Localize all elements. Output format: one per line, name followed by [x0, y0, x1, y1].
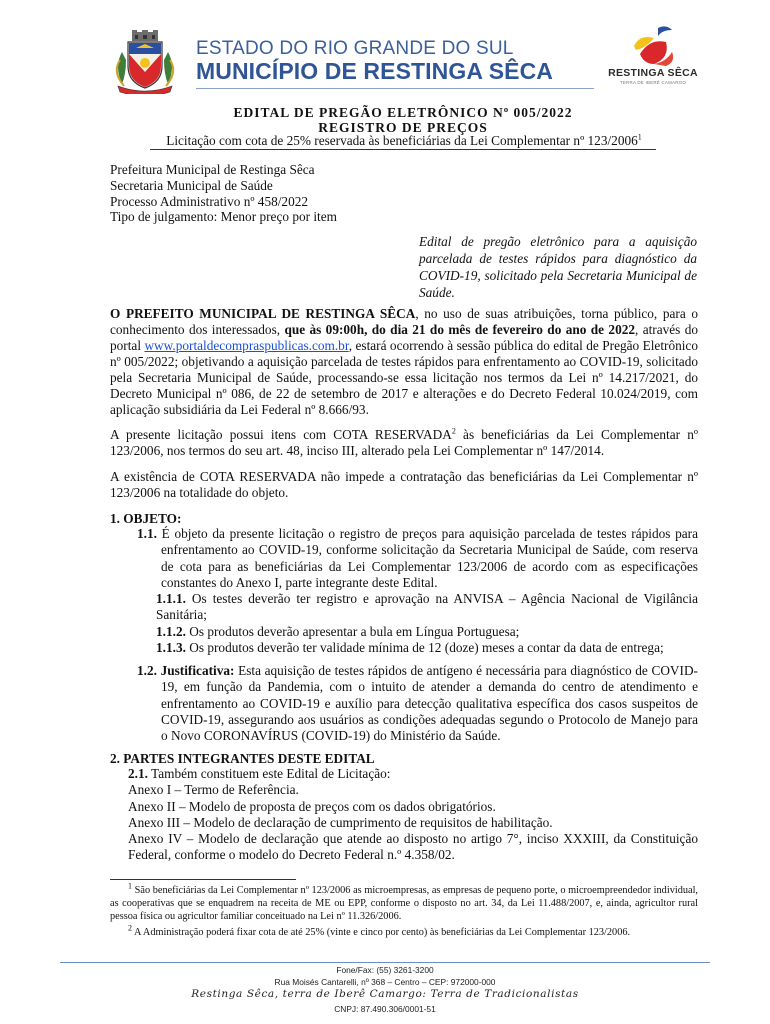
- item-1-1: 1.1. É objeto da presente licitação o registro de preços para aquisição parcelada de testes rápidos para enfrentamento ao COVID-19, conforme solicitação da Secretaria Municipal de Saúde, com reserva de cota para as beneficiárias da Lei Complementar 123/2006 de acordo com as especificações constantes do Anexo I, parte integrante deste Edital. 1.1.1. Os testes deverão ter registro e aprovação na ANVISA – Agência Nacional de Vigilância Sanitária; 1.1.2. Os produtos deverão apresentar a bula em Língua Portuguesa; 1.1.3. Os produtos deverão ter validade mínima de 12 (doze) meses a contar da data de entrega;: [137, 526, 698, 656]
- footnote-1: $^1$ São beneficiárias da Lei Complementar nº 123/2006 as microempresas, as empresas de pequeno porte, o microempreendedor individual, as cooperativas que se enquadrem na receita de ME ou EPP, conforme o disposto no art. 34, da Lei 11.488/2007, e, ainda, agricultor rural pessoa física ou agricultor familiar conceituado na Lei nº 11.326/2006.: [110, 881, 698, 922]
- municipal-crest: [112, 30, 178, 94]
- info-processo: Processo Administrativo nº 458/2022: [110, 194, 309, 209]
- cota-paragraph: A presente licitação possui itens com COTA RESERVADA$^2$ às beneficiárias da Lei Complementar nº 123/2006, nos termos do seu art. 48, inciso III, alterado pela Lei Complementar nº 147/2014.: [110, 426, 698, 458]
- edital-title: EDITAL DE PREGÃO ELETRÔNICO Nº 005/2022: [233, 105, 573, 120]
- section-2-heading: 2. PARTES INTEGRANTES DESTE EDITAL: [110, 751, 375, 766]
- edital-summary: Edital de pregão eletrônico para a aquisição parcelada de testes rápidos para diagnóstico da COVID-19, solicitado pela Secretaria Municipal de Saúde.: [419, 234, 697, 300]
- title-divider: [150, 149, 656, 150]
- footer-divider: [60, 962, 710, 963]
- info-secretaria: Secretaria Municipal de Saúde: [110, 178, 273, 193]
- logo-name: RESTINGA SÊCA: [608, 67, 698, 79]
- logo-tagline: TERRA DE IBERÊ CAMARGO: [619, 80, 687, 85]
- section-1-heading: 1. OBJETO:: [110, 511, 182, 526]
- header-divider: [196, 88, 594, 89]
- intro-paragraph: O PREFEITO MUNICIPAL DE RESTINGA SÊCA, no uso de suas atribuições, torna público, para o conhecimento dos interessados, que às 09:00h, do dia 21 do mês de fevereiro do ano de 2022, através do portal www.portaldecompraspublicas.com.br, estará ocorrendo à sessão pública do edital de Pregão Eletrônico nº 005/2022; objetivando a aquisição parcelada de testes rápidos para enfrentamento ao COVID-19, solicitado pela Secretaria Municipal de Saúde, processando-se essa licitação nos termos da Lei nº 14.217/2021, do Decreto Municipal nº 086, de 22 de setembro de 2017 e alterações e do Decreto Federal 10.024/2019, com aplicação subsidiária da Lei Federal nº 8.666/93.: [110, 306, 699, 417]
- footer-cnpj: CNPJ: 87.490.306/0001-51: [334, 1004, 436, 1014]
- footnote-ref-1: 1: [637, 132, 642, 142]
- state-name: ESTADO DO RIO GRANDE DO SUL: [196, 38, 514, 59]
- item-1-2: 1.2. Justificativa: Esta aquisição de testes rápidos de antígeno é necessária para diagnóstico de COVID-19, em função da Pandemia, com o intuito de atender a demanda do centro de atendimento e enfrentamento ao COVID-19 e auxílio para detecção qualitativa específica dos casos suspeitos de COVID-19, assegurando aos usuários as condições adequadas segundo o Protocolo de Manejo para o Novo CORONAVÍRUS (COVID-19) do Ministério da Saúde.: [137, 663, 698, 744]
- anexo-3: Anexo III – Modelo de declaração de cumprimento de requisitos de habilitação.: [128, 814, 553, 830]
- footer-motto: Restinga Sêca, terra de Iberê Camargo: Terra de Tradicionalistas: [191, 988, 579, 1000]
- portal-link[interactable]: www.portaldecompraspublicas.com.br: [144, 338, 349, 353]
- info-julgamento: Tipo de julgamento: Menor preço por item: [110, 209, 337, 224]
- footnote-divider: [110, 879, 296, 880]
- registro-title: REGISTRO DE PREÇOS: [318, 120, 488, 135]
- anexo-1: Anexo I – Termo de Referência.: [128, 782, 299, 798]
- licitacao-subtitle: Licitação com cota de 25% reservada às beneficiárias da Lei Complementar nº 123/2006$^1$: [166, 132, 642, 148]
- footnote-2: $^2$ A Administração poderá fixar cota de até 25% (vinte e cinco por cento) às beneficiárias da Lei Complementar 123/2006.: [128, 923, 631, 938]
- existencia-paragraph: A existência de COTA RESERVADA não impede a contratação das beneficiárias da Lei Complementar nº 123/2006 na totalidade do objeto.: [110, 469, 698, 500]
- footer-phone: Fone/Fax: (55) 3261-3200: [336, 965, 434, 975]
- anexo-2: Anexo II – Modelo de proposta de preços com os dados obrigatórios.: [128, 798, 496, 814]
- footnote-ref-2: 2: [451, 426, 456, 436]
- section-2-content: 2.1. Também constituem este Edital de Licitação: Anexo I – Termo de Referência. Anexo II – Modelo de proposta de preços com os dados obrigatórios. Anexo III – Modelo de declaração de cumprimento de requisitos de habilitação. Anexo IV – Modelo de declaração que atende ao disposto no artigo 7°, inciso XXXIII, da Constituição Federal, conforme o modelo do Decreto Federal n.º 4.358/02.: [128, 766, 698, 863]
- anexo-4: Anexo IV – Modelo de declaração que atende ao disposto no artigo 7°, inciso XXXIII, da Constituição Federal, conforme o modelo do Decreto Federal n.º 4.358/02.: [128, 831, 698, 863]
- info-prefeitura: Prefeitura Municipal de Restinga Sêca: [110, 162, 315, 177]
- footer-address: Rua Moisés Cantarelli, nº 368 – Centro – CEP: 972000-000: [274, 977, 496, 987]
- municipality-name: MUNICÍPIO DE RESTINGA SÊCA: [196, 58, 553, 84]
